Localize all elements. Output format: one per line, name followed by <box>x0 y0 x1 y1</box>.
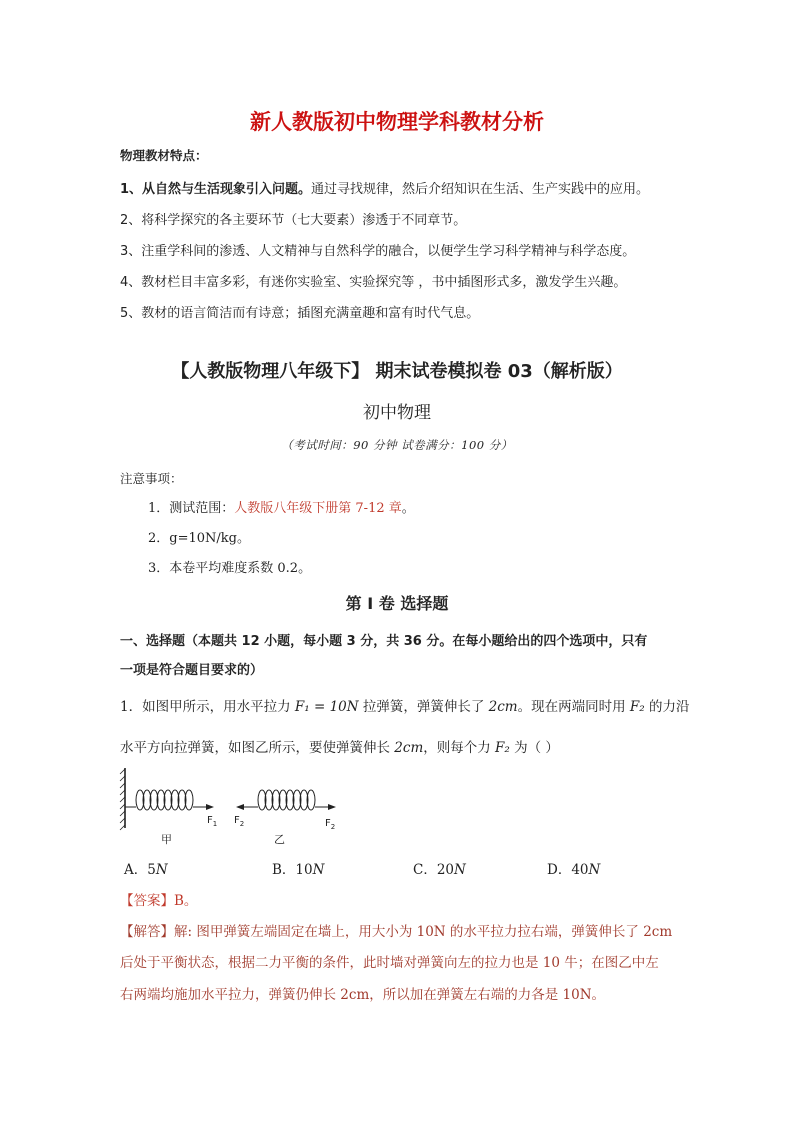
option-d: D．40N <box>547 862 601 878</box>
analysis-line-2: 后处于平衡状态，根据二力平衡的条件，此时墙对弹簧向左的拉力也是 10 牛；在图乙中左 <box>120 955 659 971</box>
feature-item-1-text: 通过寻找规律，然后介绍知识在生活、生产实践中的应用。 <box>311 182 650 197</box>
feature-item-1 <box>120 178 649 197</box>
q1-f1-formula: F₁ = 10N <box>294 699 359 715</box>
note-2: 2．g=10N/kg。 <box>148 531 250 546</box>
answer-line <box>120 889 197 909</box>
option-b: B．10N <box>272 862 325 878</box>
note-1-suffix: 。 <box>401 501 415 516</box>
feature-item-4: 4、教材栏目丰富多彩，有迷你实验室、实验探究等 ，书中插图形式多，激发学生兴趣。 <box>120 275 627 290</box>
option-a: A．5N <box>124 862 168 878</box>
label-jia: 甲 <box>161 833 172 846</box>
exam-info: （考试时间：90 分钟 试卷满分：100 分） <box>281 438 513 452</box>
q1-f2-2: F₂ <box>495 740 510 756</box>
label-f1: $F_1$ <box>207 815 218 828</box>
page-title: 新人教版初中物理学科教材分析 <box>250 110 544 134</box>
analysis-label: 【解答】 <box>120 924 174 940</box>
section-title: 第 Ⅰ 卷 选择题 <box>345 594 449 613</box>
note-1-scope: 人教版八年级下册第 7-12 章 <box>234 501 402 516</box>
feature-item-5: 5、教材的语言简洁而有诗意；插图充满童趣和富有时代气息。 <box>120 306 480 321</box>
q1-f2-1: F₂ <box>629 699 645 715</box>
answer-value: B。 <box>174 893 198 909</box>
feature-item-3: 3、注重学科间的渗透、人文精神与自然科学的融合，以便学生学习科学精神与科学态度。 <box>120 244 636 259</box>
q1-text-d: 的力沿 <box>644 699 690 715</box>
section-intro-line-2: 一项是符合题目要求的） <box>120 663 264 678</box>
answer-label: 【答案】 <box>120 893 174 909</box>
note-1-prefix: 1．测试范围： <box>148 501 235 516</box>
note-1 <box>148 497 415 516</box>
q1-cm-2: 2cm <box>394 740 424 756</box>
analysis-line-3: 右两端均施加水平拉力，弹簧仍伸长 2cm，所以加在弹簧左右端的力各是 10N。 <box>120 987 606 1003</box>
arrow-f2-left-icon <box>236 804 258 810</box>
section-intro-line-1: 一、选择题（本题共 12 小题，每小题 3 分，共 36 分。在每小题给出的四个选项中，只有 <box>120 634 648 649</box>
wall-icon <box>120 768 125 830</box>
analysis-text-1: 解: 图甲弹簧左端固定在墙上，用大小为 10N 的水平拉力拉右端，弹簧伸长了 2cm <box>174 924 673 940</box>
feature-item-2: 2、将科学探究的各主要环节（七大要素）渗透于不同章节。 <box>120 213 467 228</box>
analysis-line-1 <box>120 920 672 940</box>
q1-text-g: 为（ ） <box>509 740 559 756</box>
spring-figure <box>118 764 348 852</box>
label-f2-left: $F_2$ <box>234 815 245 828</box>
feature-item-1-bold: 1、从自然与生活现象引入问题。 <box>120 182 312 197</box>
q1-text-f: ，则每个力 <box>423 740 496 756</box>
q1-text-e: 水平方向拉弹簧，如图乙所示，要使弹簧伸长 <box>120 740 395 756</box>
option-c: C．20N <box>413 862 466 878</box>
arrow-f1-icon <box>193 804 214 810</box>
exam-title: 【人教版物理八年级下】 期末试卷模拟卷 03（解析版） <box>171 361 623 382</box>
notes-heading: 注意事项： <box>120 471 183 486</box>
q1-cm-1: 2cm <box>488 699 518 715</box>
arrow-f2-right-icon <box>315 804 336 810</box>
question-1-line-1 <box>120 695 689 715</box>
q1-text-c: 。现在两端同时用 <box>517 699 630 715</box>
question-1-line-2 <box>120 736 559 756</box>
q1-text-b: 拉弹簧，弹簧伸长了 <box>358 699 489 715</box>
q1-text-a: 1．如图甲所示，用水平拉力 <box>120 699 295 715</box>
exam-subject: 初中物理 <box>363 403 431 423</box>
label-f2-right: $F_2$ <box>325 818 336 831</box>
spring-yi-icon <box>258 790 315 810</box>
note-3: 3．本卷平均难度系数 0.2。 <box>148 561 312 576</box>
label-yi: 乙 <box>274 833 285 846</box>
features-heading: 物理教材特点： <box>120 148 208 163</box>
